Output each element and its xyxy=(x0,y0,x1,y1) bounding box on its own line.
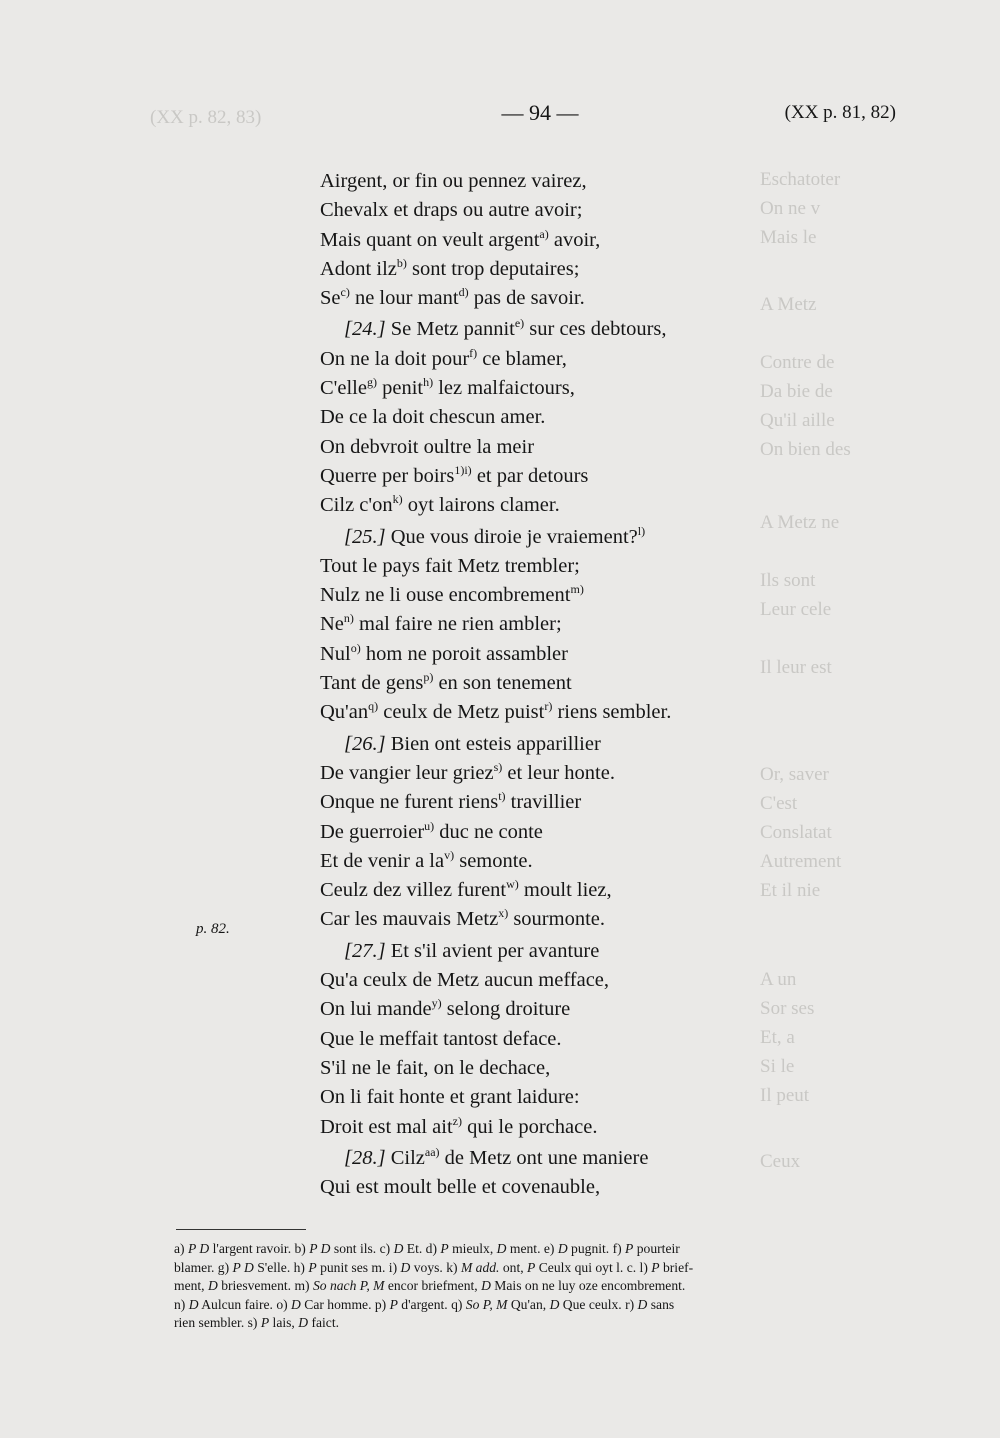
show-through-text: Or, saver xyxy=(760,764,829,785)
page-number: — 94 — xyxy=(501,100,579,125)
poem-line-text: Ne$^{n)}$ mal faire ne rien ambler; xyxy=(320,611,562,636)
show-through-text: Mais le xyxy=(760,227,817,248)
footnote-line: rien sembler. s) P lais, D faict. xyxy=(174,1315,339,1330)
show-through-text: Contre de xyxy=(760,352,835,373)
show-through-text: Autrement xyxy=(760,851,842,872)
poem-line-text: C'elle$^{g)}$ penit$^{h)}$ lez malfaictours, xyxy=(320,375,575,400)
poem-line-text: Cilz $c'on^{k)}$ oyt lairons clamer. xyxy=(320,492,560,517)
stanza-number: [24.] xyxy=(344,318,391,341)
poem-line xyxy=(320,905,840,934)
poem-line xyxy=(320,610,840,639)
poem-line-text: Qu'a ceulx de Metz aucun mefface, xyxy=(320,969,610,992)
poem-line xyxy=(320,1144,840,1173)
poem-line-text: Mais quant on veult argent$^{a)}$ avoir, xyxy=(320,226,601,251)
poem-line xyxy=(320,995,840,1024)
poem-line xyxy=(320,284,840,313)
stanza-number: [28.] xyxy=(344,1146,391,1169)
poem-line xyxy=(320,167,840,196)
poem-line-text: Qui est moult belle et covenauble, xyxy=(320,1176,601,1199)
poem-line-text: Onque ne furent riens$^{t)}$ travillier xyxy=(320,789,582,814)
show-through-text: A Metz xyxy=(760,294,817,315)
poem-line xyxy=(320,966,840,995)
stanza-number: [25.] xyxy=(344,525,391,548)
footnote-line: ment, D briesvement. m) So nach P, M encor briefment, D Mais on ne luy oze encombrement. xyxy=(174,1278,686,1293)
poem-line-text: Nul$^{o)}$ hom ne poroit assambler xyxy=(320,640,568,665)
poem-line xyxy=(320,315,840,344)
show-through-text: C'est xyxy=(760,793,798,814)
poem-line-text: Airgent, or fin ou pennez vairez, xyxy=(320,170,587,192)
poem-line xyxy=(320,374,840,403)
show-through-text: Ceux xyxy=(760,1151,801,1172)
show-through-text: Et, a xyxy=(760,1027,795,1048)
poem-line-text: Que le meffait tantost deface. xyxy=(320,1027,562,1050)
poem-line-text: Bien ont esteis apparillier xyxy=(390,732,601,755)
poem-line xyxy=(320,196,840,225)
poem-line xyxy=(320,255,840,284)
poem-line xyxy=(320,876,840,905)
show-through-text: Eschatoter xyxy=(760,169,841,190)
page-reference: (XX p. 81, 82) xyxy=(784,102,896,123)
poem-line-text: S'il ne le fait, on le dechace, xyxy=(320,1056,551,1079)
show-through-text: Da bie de xyxy=(760,381,833,402)
show-through-text: On bien des xyxy=(760,439,851,460)
poem-line xyxy=(320,937,840,966)
poem-line xyxy=(320,847,840,876)
poem-line xyxy=(320,640,840,669)
poem-line xyxy=(320,403,840,432)
footnote-rule xyxy=(176,1229,306,1230)
show-through-text: Il peut xyxy=(760,1085,810,1106)
poem-line xyxy=(320,523,840,552)
poem-line xyxy=(320,226,840,255)
poem-line xyxy=(320,433,840,462)
show-through-text: A un xyxy=(760,969,797,990)
show-through-text: (XX p. 82, 83) xyxy=(150,107,262,128)
poem-line xyxy=(320,1113,840,1142)
footnote-line: blamer. g) P D S'elle. h) P punit ses m. i) D voys. k) M add. ont, P Ceulx qui oyt l. c. l) P brief- xyxy=(174,1259,694,1275)
poem-line-text: De guerroier$^{u)}$ duc ne conte xyxy=(320,818,543,843)
poem-line-text: De vangier leur griez$^{s)}$ et leur honte. xyxy=(320,760,615,784)
poem-line-text: On li fait honte et grant laidure: xyxy=(320,1086,580,1109)
show-through-text: Ils sont xyxy=(760,570,816,591)
show-through-text: Conslatat xyxy=(760,822,832,843)
show-through-text: Si le xyxy=(760,1056,795,1077)
show-through-text: Leur cele xyxy=(760,599,832,620)
show-through-text: A Metz ne xyxy=(760,512,840,533)
footnote-line: a) P D l'argent ravoir. b) P D sont ils. c) D Et. d) P mieulx, D ment. e) D pugnit. f) P pourteir xyxy=(174,1241,680,1256)
poem-line-text: Querre per boirs$^{1)i)}$ et par detours xyxy=(320,463,589,487)
poem-line-text: Tout le pays fait Metz trembler; xyxy=(320,554,580,577)
poem-line-text: Et s'il avient per avanture xyxy=(390,939,600,962)
poem-line xyxy=(320,345,840,374)
poem-line xyxy=(320,552,840,581)
poem-line-text: Nulz ne li ouse encombrement$^{m)}$ xyxy=(320,582,584,607)
poem-line xyxy=(320,759,840,788)
poem-line xyxy=(320,730,840,759)
poem-line xyxy=(320,462,840,491)
poem-line xyxy=(320,669,840,698)
poem-line-text: Droit est mal ait$^{z)}$ qui le porchace. xyxy=(320,1113,598,1138)
poem-line-text: Adont ilz$^{b)}$ sont trop deputaires; xyxy=(320,256,580,280)
show-through-text: Et il nie xyxy=(760,880,821,901)
poem-line xyxy=(320,1025,840,1054)
poem-line xyxy=(320,491,840,520)
stanza-number: [26.] xyxy=(344,732,391,755)
poem-line-text: Se$^{c)}$ ne lour mant$^{d)}$ pas de savoir. xyxy=(320,285,585,310)
show-through-text: On ne v xyxy=(760,198,821,219)
poem-line-text: Et de venir a $la^{v)}$ semonte. xyxy=(320,848,533,872)
poem-line-text: $Qu'an^{q)}$ ceulx de Metz puist$^{r)}$ riens sembler. xyxy=(320,699,672,724)
poem-text xyxy=(320,167,840,1202)
poem-line xyxy=(320,818,840,847)
show-through-text: Qu'il aille xyxy=(760,410,835,431)
poem-line-text: On ne la doit pour$^{f)}$ ce blamer, xyxy=(320,345,567,370)
poem-line xyxy=(320,1054,840,1083)
poem-line xyxy=(320,1083,840,1112)
footnotes xyxy=(174,1240,908,1333)
poem-line-text: Ceulz dez villez furent$^{w)}$ moult liez, xyxy=(320,877,612,902)
footnote-line: n) D Aulcun faire. o) D Car homme. p) P d'argent. q) So P, M Qu'an, D Que ceulx. r) D sans xyxy=(174,1296,675,1312)
poem-line-text: On debvroit oultre la meir xyxy=(320,435,535,458)
show-through-text: Sor ses xyxy=(760,998,815,1019)
poem-line-text: Car les mauvais Metz$^{x)}$ sourmonte. xyxy=(320,906,605,931)
poem-line-text: De ce la doit chescun amer. xyxy=(320,406,546,429)
margin-page-reference: p. 82. xyxy=(196,921,230,937)
poem-line xyxy=(320,698,840,727)
stanza-number: [27.] xyxy=(344,939,391,962)
poem-line-text: Se Metz pannit$^{e)}$ sur ces debtours, xyxy=(390,316,667,341)
poem-line xyxy=(320,581,840,610)
poem-line xyxy=(320,1173,840,1202)
show-through-text: Il leur est xyxy=(760,657,832,678)
poem-line-text: On lui mande$^{y)}$ selong droiture xyxy=(320,996,571,1021)
poem-line xyxy=(320,788,840,817)
poem-line-text: Cilz$^{aa)}$ de Metz ont une maniere xyxy=(390,1144,649,1169)
poem-line-text: Tant de gens$^{p)}$ en son tenement xyxy=(320,670,572,695)
poem-line-text: Chevalx et draps ou autre avoir; xyxy=(320,199,583,222)
poem-line-text: Que vous diroie je vraiement?$^{l)}$ xyxy=(390,523,646,548)
